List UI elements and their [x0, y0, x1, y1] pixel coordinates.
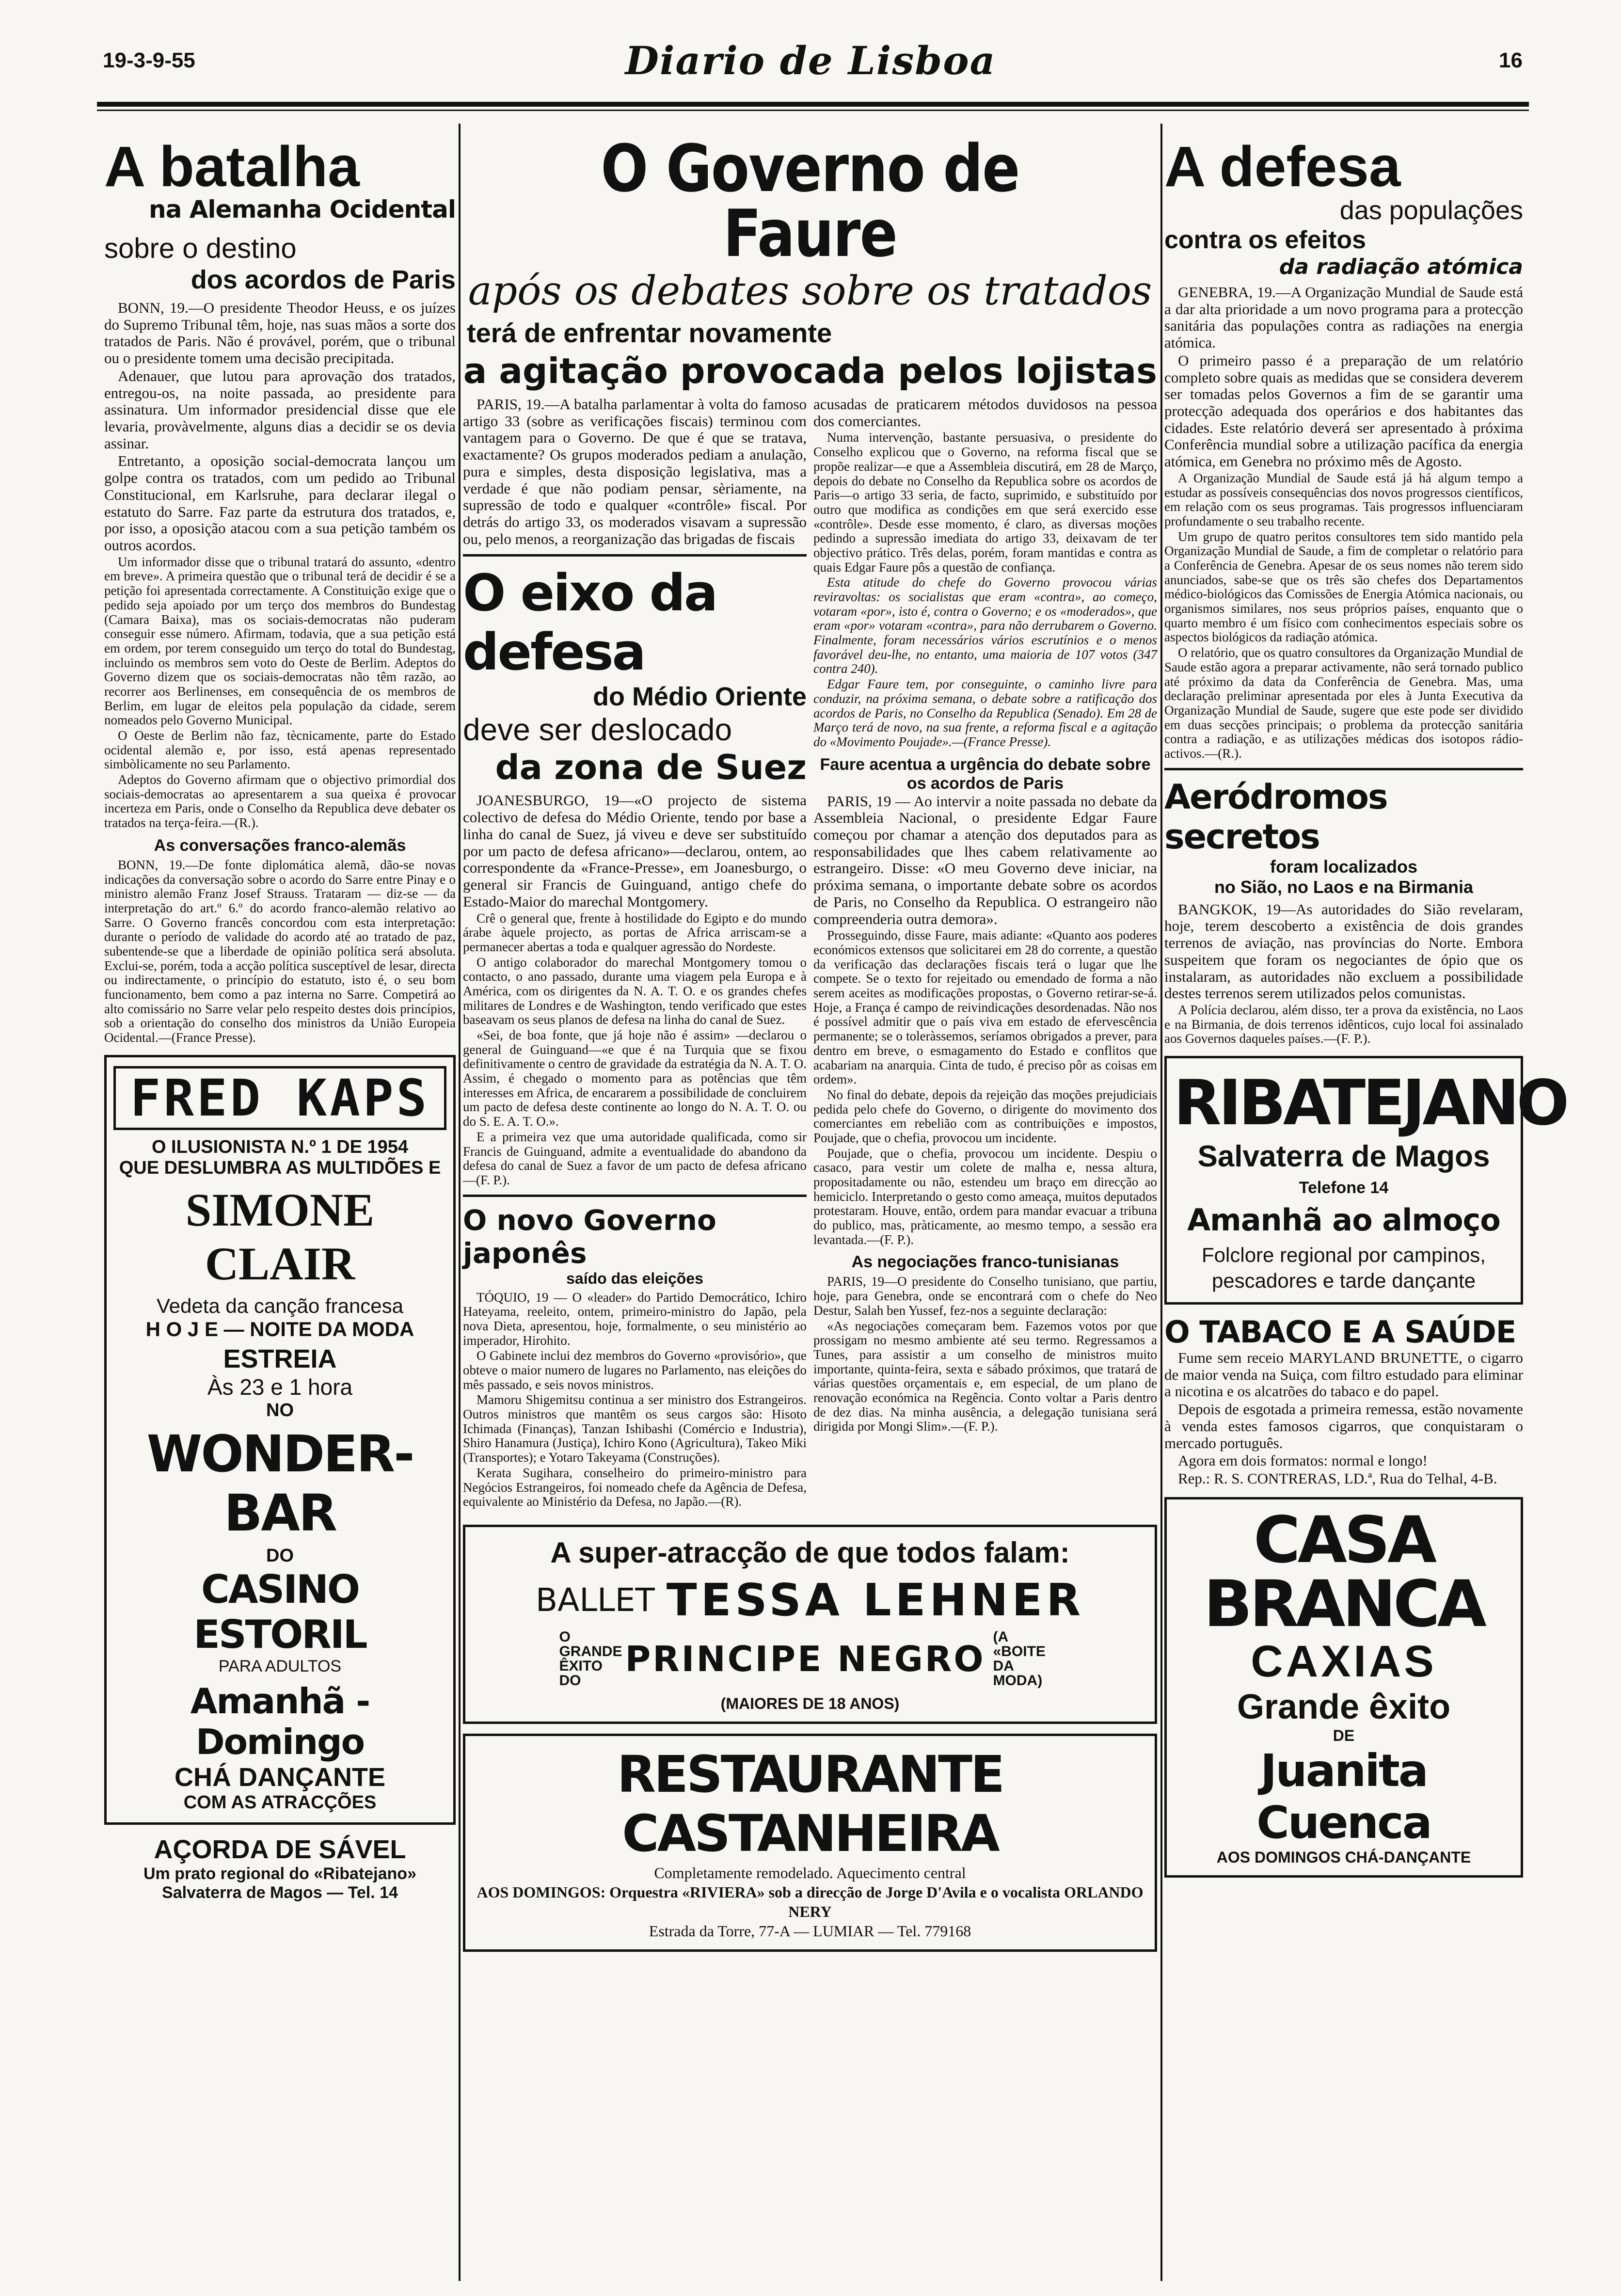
headline-line: do Médio Oriente	[592, 682, 807, 712]
masthead-rule-thin	[97, 110, 1529, 111]
paragraph: JOANESBURGO, 19—«O projecto de sistema colectivo de defesa do Médio Oriente, tendo por base a linha do canal de Suez, já viveu e deve ser substituído por um pacto de defesa africano»—declarou, ontem, ao correspondente da «France-Presse», em Joanesburgo, o general sir Francis de Guinguand, antigo chefe do Estado-Maior do marechal Montgomery.	[463, 792, 807, 910]
paragraph: O primeiro passo é a preparação de um relatório completo sobre quais as medidas que se considera deverem ser tomadas pelos Governos a fim de se garantir uma protecção adequada dos operários e dos habitantes das cidades. Este relatório deverá ser apresentado à próxima Conferência mundial sobre a utilização pacífica da energia atómica, em Genebra no próximo mês de Agosto.	[1164, 351, 1523, 470]
paragraph: O relatório, que os quatro consultores da Organização Mundial de Saude estão agora a preparar activamente, não será tornado publico até próximo da data da Conferência de Genebra. Mas, uma declaração preliminar apresentada por eles à Junta Executiva da Organização Mundial de Saude, sugere que este pode ser dividido em duas secções principais; o problema da protecção sanitária contra a radiação, e as utilizações médicas dos isotopos rádio-activos.—(R.).	[1164, 645, 1523, 761]
ad-text: DO	[266, 1546, 294, 1566]
paragraph: Um informador disse que o tribunal tratará do assunto, «dentro em breve». A primeira questão que o tribunal terá de decidir é se a petição foi apresentada correctamente. A Constituição exige que o pedido seja apoiado por um terço dos membros do Bundestag (Camara Baixa), mas os sociais-democratas não puderam conseguir esse número. Afirmam, todavia, que a sua petição está em ordem, por terem conseguido um terço do total do Bundestag, incluindo os membros sem voto do Oeste de Berlim. Adeptos do Governo dizem que os sociais-democratas não têm razão, ao recorrer aos Berlinenses, em consequência de os membros de Berlim, em lugar de eleitos pela população da cidade, serem nomeados pelo Governo Municipal.	[104, 554, 456, 728]
ad-text: Completamente remodelado. Aquecimento central	[654, 1864, 966, 1881]
ad-text: Folclore regional por campinos,	[1202, 1244, 1486, 1267]
subheading: As conversações franco-alemãs	[154, 836, 406, 855]
ad-text: (MAIORES DE 18 ANOS)	[720, 1694, 900, 1712]
ad-fred-kaps	[104, 1055, 456, 1825]
paragraph: Agora em dois formatos: normal e longo!	[1178, 1452, 1428, 1469]
ad-text: Salvaterra de Magos — Tel. 14	[162, 1883, 398, 1902]
ad-row	[472, 1630, 1148, 1688]
ad-text: DE	[1333, 1726, 1355, 1744]
paragraph: Adeptos do Governo afirmam que o objectivo primordial dos sociais-democratas ao apresentarem a sua queixa é provocar incerteza em Paris, onde o Conselho da Republica deve debater os tratados na terça-feira.—(R.).	[104, 772, 456, 830]
headline: O TABACO E A SAÚDE	[1164, 1314, 1516, 1350]
ad-text: Telefone 14	[1299, 1179, 1389, 1197]
ad-title: AÇORDA DE SÁVEL	[154, 1834, 406, 1864]
headline-line: na Alemanha Ocidental	[148, 195, 456, 223]
headline: A batalha	[104, 135, 360, 199]
article-defesa-populacoes	[1164, 135, 1523, 761]
headline-line: foram localizados	[1270, 856, 1418, 877]
ad-title: FRED KAPS	[113, 1066, 446, 1130]
two-column-layout	[463, 396, 1157, 1510]
column-left	[104, 124, 456, 2281]
rule	[1164, 768, 1523, 770]
paragraph: Mamoru Shigemitsu continua a ser ministro dos Estrangeiros. Outros ministros que mantêm os seus cargos são: Hisoto Ichimada (Finanças), Tanzan Ishibashi (Comércio e Industria), Shiro Hanamura (Justiça), Ichiro Kono (Agricultura), Takeo Miki (Transportes); e Yotaro Takeyama (Construções).	[463, 1392, 807, 1465]
sub-column-right	[813, 396, 1157, 1510]
headline: Aeródromos secretos	[1164, 777, 1387, 857]
paragraph: Fume sem receio MARYLAND BRUNETTE, o cigarro de maior venda na Suiça, com filtro estudado para eliminar a nicotina e os alcatrões do tabaco e do papel.	[1164, 1349, 1523, 1400]
ad-title: RIBATEJANO	[1174, 1067, 1567, 1140]
ad-text: COM AS ATRACÇÕES	[183, 1792, 377, 1813]
headline: O novo Governo japonês	[463, 1203, 716, 1270]
article-eixo-defesa	[463, 563, 807, 1187]
ad-text: Amanhã ao almoço	[1187, 1202, 1500, 1238]
rule	[463, 554, 807, 557]
ad-tessa-lehner	[463, 1525, 1157, 1724]
paragraph: O Oeste de Berlim não faz, tècnicamente, parte do Estado ocidental alemão e, por isso, está apenas representado simbòlicamente no seu Parlamento.	[104, 728, 456, 772]
masthead-rule	[97, 102, 1529, 107]
ad-text: AOS DOMINGOS: Orquestra «RIVIERA» sob a direcção de Jorge D'Avila e o vocalista ORLANDO NERY	[477, 1883, 1144, 1920]
article-batalha	[104, 135, 456, 1045]
headline: O eixo da defesa	[463, 563, 717, 682]
ad-venue: PRINCIPE NEGRO	[625, 1638, 985, 1679]
article-aerodromos	[1164, 777, 1523, 1046]
ad-restaurante-castanheira	[463, 1734, 1157, 1952]
paragraph: BONN, 19.—O presidente Theodor Heuss, e os juízes do Supremo Tribunal têm, hoje, nas suas mãos a sorte dos tratados de Paris. Não é provável, porém, que o tribunal ou o presidente tomem uma decisão precipitada.	[104, 299, 456, 367]
headline-line: dos acordos de Paris	[191, 265, 456, 294]
ad-title: RESTAURANTE CASTANHEIRA	[617, 1744, 1003, 1863]
paragraph: No final do debate, depois da rejeição das moções prejudiciais pedida pelo chefe do Governo, o dirigente do movimento dos comerciantes em rebelião com as contribuições e impostos, Poujade, que o chefia, provocou um incidente.	[813, 1087, 1157, 1145]
ad-text: Estrada da Torre, 77-A — LUMIAR — Tel. 779168	[649, 1922, 971, 1940]
paragraph: «Sei, de boa fonte, que já hoje não é assim» —declarou o general de Guinguand—«e que é na Turquia que se fixou definitivamente o centro de gravidade da estratégia da N. A. T. O. Assim, é chegado o momento para as potências que têm interesses em Africa, de encararem a possibilidade de concluirem um pacto de defesa deste continente ao longo do N. A. T. O. ou do S. E. A. T. O.».	[463, 1028, 807, 1129]
subheading: Faure acentua a urgência do debate sobre os acordos de Paris	[820, 755, 1151, 793]
ad-text: Um prato regional do «Ribatejano»	[143, 1864, 416, 1883]
issue-date: 19-3-9-55	[103, 48, 195, 72]
column-right	[1164, 124, 1567, 2281]
ad-title: CASA BRANCA	[1204, 1502, 1484, 1642]
sub-column-left	[463, 396, 807, 1510]
paragraph: O antigo colaborador do marechal Montgomery tomou o contacto, o ano passado, durante uma viagem pela Europa e à América, com os dirigentes da N. A. T. O. e os grandes chefes militares de Londres e de Washington, tendo verificado que estes baseavam os seus planos de defesa na linha do canal de Suez.	[463, 955, 807, 1027]
headline-line: saído das eleições	[566, 1269, 703, 1287]
ad-casa-branca	[1164, 1497, 1523, 1878]
ad-text: PARA ADULTOS	[218, 1657, 342, 1675]
ad-text: QUE DESLUMBRA AS MULTIDÕES E	[119, 1158, 441, 1179]
article-governo-japones	[463, 1204, 807, 1509]
subheading: As negociações franco-tunisianas	[851, 1253, 1119, 1272]
ad-text: CHÁ DANÇANTE	[175, 1762, 385, 1792]
ad-text: Às 23 e 1 hora	[207, 1374, 353, 1400]
ad-ribatejano	[1164, 1056, 1567, 1305]
page-number: 16	[1499, 48, 1523, 72]
paragraph: A Organização Mundial de Saude está já há algum tempo a estudar as possíveis consequências dos novos progressos científicos, em relação com os seus programas. Tais progressos influenciaram profundamente o seu trabalho recente.	[1164, 470, 1523, 528]
column-separator	[1160, 124, 1162, 2281]
paragraph: Esta atitude do chefe do Governo provocou várias reviravoltas: os socialistas que eram «contra», ao começo, votaram «por», isto é, contra o Governo; e os «moderados», que eram «por» votaram «contra», para não derrubarem o Governo. Finalmente, foram necessários vários escrutínios e o menos favorável deu-lhe, no entanto, uma maioria de 107 votos (347 contra 240).	[813, 575, 1157, 676]
ad-performer: TESSA LEHNER	[666, 1574, 1085, 1626]
headline-line: sobre o destino	[104, 233, 297, 264]
column-center	[463, 124, 1157, 2281]
paragraph: Adenauer, que lutou para aprovação dos tratados, entregou-os, na noite passada, ao presidente para assinatura. Um informador presidencial disse que ele levaria, provàvelmente, alguns dias a decidir se os devia assinar.	[104, 367, 456, 452]
ad-text: CAXIAS	[1251, 1636, 1437, 1686]
ad-venue: WONDER-BAR	[146, 1424, 413, 1543]
paragraph: Edgar Faure tem, por conseguinte, o caminho livre para conduzir, na próxima semana, o debate sobre a ratificação dos acordos de Paris, no Conselho da Republica (Senado). Em 28 de Março terá de novo, na sua frente, a reforma fiscal e a agitação do «Movimento Poujade».—(France Presse).	[813, 677, 1157, 749]
paragraph: Entretanto, a oposição social-democrata lançou um golpe contra os tratados, com um pedido ao Tribunal Constitucional, em Karlsruhe, para declarar ilegal o estatuto do Sarre. Faz parte da estrutura dos tratados, e, por isso, a oposição atacou com a sua petição também os outros acordos.	[104, 452, 456, 554]
ad-text: Vedeta da canção francesa	[156, 1294, 404, 1318]
paragraph: Crê o general que, frente à hostilidade do Egipto e do mundo árabe àquele projecto, as portas de Africa arriscam-se a permanecer abertas a toda e qualquer agressão do Nordeste.	[463, 910, 807, 954]
paragraph: PARIS, 19 — Ao intervir a noite passada no debate da Assembleia Nacional, o presidente Edgar Faure começou por chamar a atenção dos deputados para as responsabilidades que lhes cabem relativamente ao estrangeiro. Disse: «O meu Governo deve iniciar, na próxima semana, o importante debate sobre os acordos de Paris, no Conselho da Republica. O estrangeiro não compreenderia outra demora».	[813, 792, 1157, 927]
paragraph: Rep.: R. S. CONTRERAS, LD.ª, Rua do Telhal, 4-B.	[1178, 1470, 1497, 1487]
headline-line: após os debates sobre os tratados	[468, 268, 1152, 314]
headline-line: terá de enfrentar novamente	[467, 318, 832, 348]
article-governo-faure	[463, 131, 1157, 391]
ad-text: BALLET	[535, 1581, 655, 1619]
headline-line: das populações	[1339, 196, 1523, 225]
rule	[463, 1195, 807, 1197]
paragraph: Numa intervenção, bastante persuasiva, o presidente do Conselho explicou que o Governo, na reforma fiscal que se propõe realizar—e que a Assembleia discutirá, em 28 de Março, depois do debate no Conselho da Republica sobre os acordos de Paris—o artigo 33 seria, de facto, suprimido, e substituído por outro que modifica as condições em que será exercido esse «contrôle». Desde esse momento, é claro, as diversas moções pedindo a supressão imediata do artigo 33, deixavam de ter objectivo prático. Três delas, porém, foram mantidas e contra as quais Edgar Faure pôs a questão de confiança.	[813, 430, 1157, 574]
ad-text: ESTREIA	[223, 1344, 337, 1374]
ad-text: H O J E — NOITE DA MODA	[145, 1318, 414, 1341]
paragraph: O Gabinete inclui dez membros do Governo «provisório», que obteve o maior numero de lugares no Parlamento, nas eleições do mês passado, e seis novos ministros.	[463, 1348, 807, 1392]
paragraph: Kerata Sugihara, conselheiro do primeiro-ministro para Negócios Estrangeiros, foi nomeado chefe da Agência de Defesa, equivalente ao Ministério da Defesa, no Japão.—(R).	[463, 1465, 807, 1509]
newspaper-title: Diario de Lisboa	[625, 38, 996, 83]
ad-venue: CASINO ESTORIL	[193, 1566, 366, 1657]
ad-performer: SIMONE CLAIR	[185, 1184, 375, 1290]
headline: A defesa	[1164, 135, 1401, 199]
paragraph: Prosseguindo, disse Faure, mais adiante: «Quanto aos poderes económicos extensos que solicitarei em 28 do corrente, a questão da verificação das declarações fiscais terá o lugar que lhe compete. Se o texto for rejeitado ou emendado de forma a não serem aceites as modificações propostas, o Governo retirar-se-á. Hoje, a França é campo de reivindicações desordenadas. Não nos é possível admitir que o país viva em estado de efervescência permanente; se o toleràssemos, seríamos obrigados a prever, para dentro em breve, o esmagamento do Estado e conflitos que acabariam na anarquia. Cinta de tudo, é preciso pôr as coisas em ordem».	[813, 928, 1157, 1087]
paragraph: Um grupo de quatro peritos consultores tem sido mantido pela Organização Mundial de Saude, a fim de completar o relatório para a Conferência de Genebra. Apesar de os seus nomes não terem sido anunciados, sabe-se que os três são chefes dos Departamentos médico-biológicos das Comissões de Energia Atómica nacionais, ou organismos similares, nos seus próprios países, enquanto que o quarto membro é um físico com conhecimentos especiais sobre os aspectos biológicos da radiação atómica.	[1164, 529, 1523, 645]
paragraph: GENEBRA, 19.—A Organização Mundial de Saude está a dar alta prioridade a um novo programa para a protecção sanitária das populações contra as radiações na energia atómica.	[1164, 284, 1523, 351]
headline-line: da radiação atómica	[1279, 255, 1523, 279]
paragraph: Poujade, que o chefia, provocou um incidente. Despiu o casaco, para vestir um colete de malha e, nessa altura, propositadamente ou não, estendeu um braço em direcção ao hemiciclo. Interpretando o gesto como ameaça, muitos deputados protestaram. Houve, então, ordem para mandar evacuar a tribuna do publico, mas, pràticamente, ao mesmo tempo, a sessão era levantada.—(F. P.).	[813, 1146, 1157, 1247]
headline-line: contra os efeitos	[1164, 226, 1367, 254]
ad-text: O ILUSIONISTA N.º 1 DE 1954	[151, 1136, 409, 1157]
paragraph: A Polícia declarou, além disso, ter a prova da existência, no Laos e na Birmania, de dois terrenos idênticos, cujo local foi assinalado aos Governos daqueles países.—(F. P.).	[1164, 1002, 1523, 1046]
paragraph: «As negociações começaram bem. Fazemos votos por que prossigam no mesmo ambiente até seu termo. Regressamos a Tunes, para assistir a um conselho de ministros muito importante, quinta-feira, sexta e sábado próximos, que tratará de várias questões orçamentais e, em especial, de um plano de renovação económica na Regência. Conto voltar a Paris dentro de dez dias. Na minha ausência, a delegação tunisiana será dirigida por Mongi Slim».—(F. P.).	[813, 1318, 1157, 1434]
ad-acorda	[104, 1834, 456, 1902]
ad-text: (A «BOITE DA MODA)	[993, 1628, 1046, 1689]
ad-title: A super-atracção de que todos falam:	[550, 1536, 1070, 1569]
paragraph: PARIS, 19—O presidente do Conselho tunisiano, que partiu, hoje, para Genebra, onde se encontrará com o chefe do Neo Destur, Salah ben Yussef, fez-nos a seguinte declaração:	[813, 1274, 1157, 1318]
headline-line: a agitação provocada pelos lojistas	[463, 351, 1157, 391]
ad-text: Salvaterra de Magos	[1197, 1140, 1490, 1174]
paragraph: TÓQUIO, 19 — O «leader» do Partido Democrático, Ichiro Hateyama, reeleito, ontem, primeiro-ministro do Japão, pela nova Dieta, apresentou, hoje, formalmente, o seu ministério ao imperador, Hirohito.	[463, 1290, 807, 1348]
paragraph: BONN, 19.—De fonte diplomática alemã, dão-se novas indicações da conversação sobre o acordo do Sarre entre Pinay e o ministro alemão Franz Josef Strauss. Trataram — diz-se — da interpretação do art.º 6.º do acordo franco-alemão relativo ao Sarre. O Governo francês concordou com esta interpretação: durante o período de validade do acordo até ao tratado de paz, subentende-se que a liberdade de opinião política será absoluta. Exclui-se, porém, toda a acção política susceptível de lesar, directa ou indirectamente, o princípio do estatuto, isto é, o seu bom funcionamento, bem como a paz interna no Sarre. Competirá ao alto comissário no Sarre velar pelo respeito destes dois princípios, sob a orientação do conselho dos ministros da União Europeia Ocidental.—(France Presse).	[104, 857, 456, 1045]
paragraph: Depois de esgotada a primeira remessa, estão novamente à venda estes famosos cigarros, que conquistaram o mercado português.	[1164, 1401, 1523, 1451]
ad-text: Amanhã - Domingo	[190, 1680, 370, 1762]
ad-text: AOS DOMINGOS CHÁ-DANÇANTE	[1216, 1848, 1471, 1866]
ad-text: pescadores e tarde dançante	[1211, 1269, 1476, 1292]
paragraph: PARIS, 19.—A batalha parlamentar à volta do famoso artigo 33 (sobre as verificações fiscais) terminou com vantagem para o Governo. De que é que se tratava, exactamente? Os grupos moderados pediam a anulação, pura e simples, desta disposição legislativa, mas a verdade é que não podiam pensar, sèriamente, na supressão de todo e qualquer «contrôle» fiscal. Por detrás do artigo 33, os moderados visavam a supressão ou, pelo menos, a reorganização das brigadas de fiscais	[463, 396, 807, 547]
ad-performer: Juanita Cuenca	[1256, 1744, 1431, 1849]
paragraph: BANGKOK, 19—As autoridades do Sião revelaram, hoje, terem descoberto a existência de dois grandes terrenos de aviação, nas províncias do Norte. Embora suspeitem que foram os negociantes de ópio que os instalaram, as autoridades não excluem a possibilidade destes terrenos serem utilizados pelos comunistas.	[1164, 900, 1523, 1002]
article-tabaco-saude	[1164, 1314, 1523, 1487]
ad-text: Grande êxito	[1237, 1687, 1451, 1726]
masthead	[0, 0, 1621, 126]
headline-line: da zona de Suez	[495, 748, 807, 788]
ad-row	[472, 1574, 1148, 1626]
ad-text: NO	[266, 1400, 294, 1421]
column-separator	[459, 124, 461, 2281]
paragraph: acusadas de praticarem métodos duvidosos na pessoa dos comerciantes.	[813, 396, 1157, 430]
headline-line: no Sião, no Laos e na Birmania	[1214, 877, 1474, 897]
headline-line: deve ser deslocado	[463, 712, 732, 748]
ad-text: O GRANDE ÊXITO DO	[559, 1628, 622, 1689]
headline: O Governo de Faure	[601, 131, 1019, 271]
paragraph: E a primeira vez que uma autoridade qualificada, como sir Francis de Guinguand, admite a eventualidade do abandono da defesa do canal de Suez a favor de um pacto de defesa africano—(F. P.).	[463, 1129, 807, 1187]
